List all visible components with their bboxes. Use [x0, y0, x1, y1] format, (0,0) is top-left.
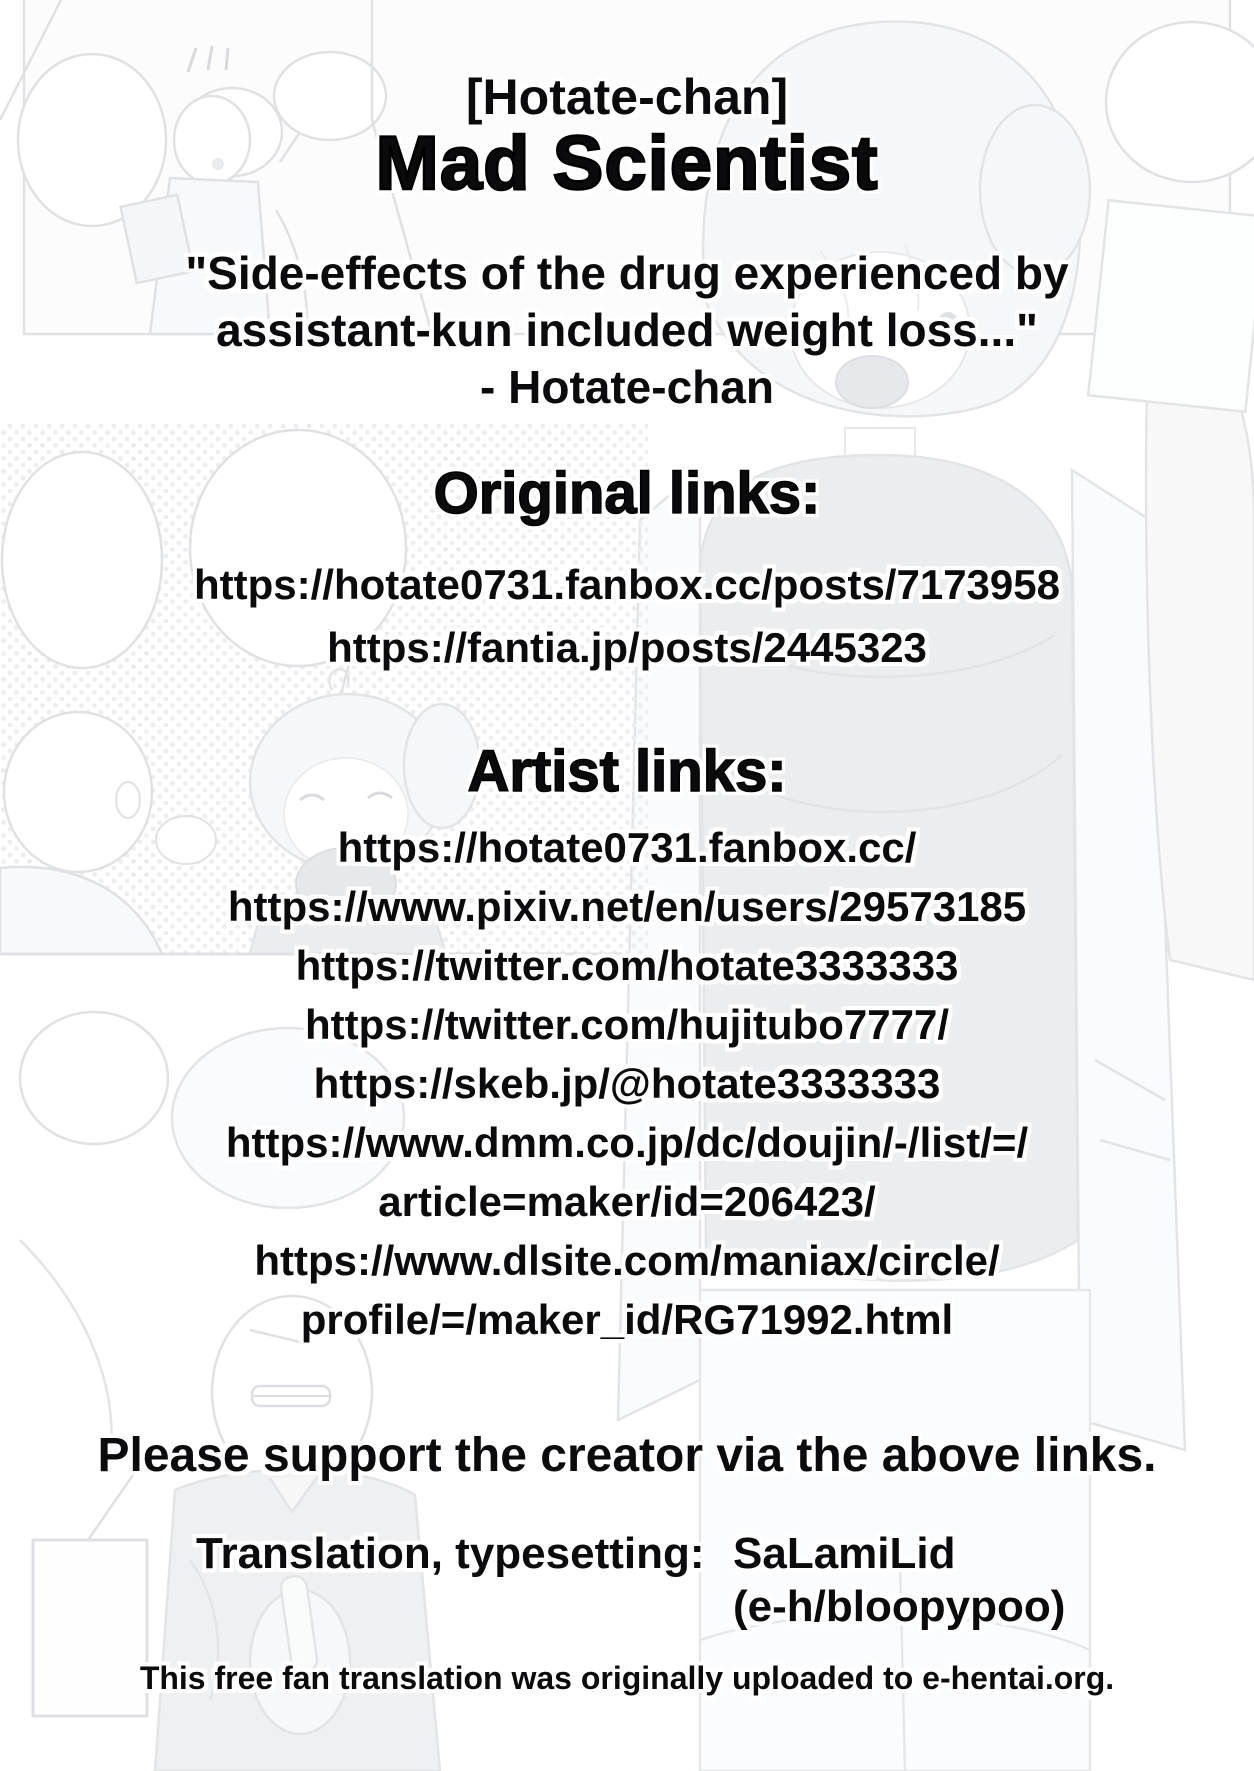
credits-label: Translation, typesetting: [196, 1529, 705, 1578]
artist-link: https://twitter.com/hujitubo7777/ [304, 1001, 950, 1048]
artist-link: https://skeb.jp/@hotate3333333 [313, 1060, 941, 1107]
credits-value [733, 1527, 1065, 1633]
artist-links-heading: Artist links: [467, 739, 787, 804]
original-link: https://fantia.jp/posts/2445323 [327, 624, 927, 671]
artist-links-list [0, 818, 1254, 1349]
footer-note: This free fan translation was originally uploaded to e-hentai.org. [139, 1660, 1115, 1696]
artist-quote [0, 245, 1254, 416]
original-link: https://hotate0731.fanbox.cc/posts/7173958 [194, 561, 1060, 608]
artist-link: https://www.dmm.co.jp/dc/doujin/-/list/=/article=maker/id=206423/ [225, 1119, 1029, 1225]
original-links-heading: Original links: [433, 461, 821, 526]
circle-tag: [Hotate-chan] [465, 69, 789, 125]
artist-link: https://hotate0731.fanbox.cc/ [337, 824, 917, 871]
support-message: Please support the creator via the above links. [97, 1429, 1157, 1482]
quote-attribution: - Hotate-chan [480, 361, 774, 413]
original-links-list [0, 553, 1254, 679]
quote-line-2: assistant-kun included weight loss..." [216, 304, 1038, 356]
artist-link: https://www.dlsite.com/maniax/circle/profile/=/maker_id/RG71992.html [254, 1237, 1000, 1343]
translator-alias: (e-h/bloopypoo) [733, 1582, 1066, 1631]
translator-name: SaLamiLid [733, 1529, 956, 1578]
artist-link: https://www.pixiv.net/en/users/29573185 [227, 883, 1027, 930]
quote-line-1: "Side-effects of the drug experienced by [185, 247, 1069, 299]
doujin-title: Mad Scientist [375, 121, 879, 206]
artist-link: https://twitter.com/hotate3333333 [295, 942, 959, 989]
